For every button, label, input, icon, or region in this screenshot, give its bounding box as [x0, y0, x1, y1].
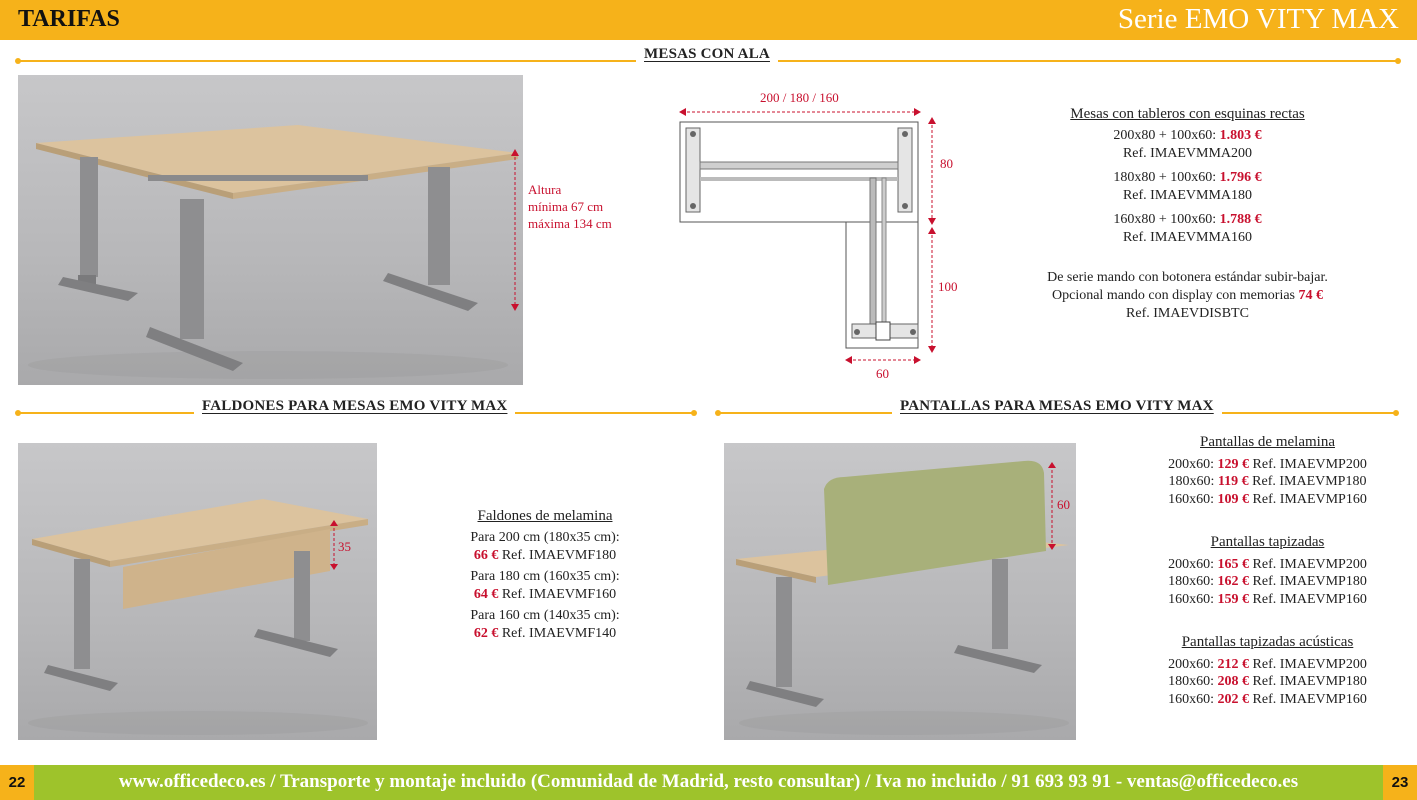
- mesas-item: [1020, 211, 1355, 229]
- faldon-item-label: Para 200 cm (180x35 cm):: [470, 530, 620, 545]
- mesas-item-price: 1.803 €: [1219, 128, 1262, 143]
- height-note-min: mínima 67 cm: [528, 199, 604, 214]
- faldon-item-ref: Ref. IMAEVMF160: [501, 587, 617, 602]
- pantalla-price: 162 €: [1217, 574, 1250, 589]
- mesas-item-ref: Ref. IMAEVMMA200: [1122, 146, 1253, 161]
- height-note-label: Altura: [528, 182, 562, 197]
- faldon-dim: 35: [338, 539, 351, 554]
- height-arrow: [509, 148, 521, 312]
- dim-top: 200 / 180 / 160: [760, 90, 839, 105]
- pantalla-ref: Ref. IMAEVMP200: [1252, 456, 1367, 472]
- pantalla-size: 160x60:: [1168, 491, 1215, 507]
- mesas-item-ref: Ref. IMAEVMMA160: [1122, 230, 1253, 245]
- pantalla-row: [1140, 456, 1395, 474]
- pantalla-size: 180x60:: [1168, 674, 1215, 689]
- mesas-price-block: [1020, 105, 1355, 323]
- faldon-item-ref: Ref. IMAEVMF140: [501, 626, 617, 641]
- mesas-note-optional-text: Opcional mando con display con memorias: [1052, 288, 1295, 303]
- pantalla-ref: Ref. IMAEVMP160: [1252, 491, 1367, 507]
- faldones-price-block: [420, 507, 670, 643]
- desk-faldon-photo: [18, 443, 377, 740]
- faldon-item-price: 66 €: [473, 548, 499, 563]
- dim-right-top: 80: [940, 156, 953, 171]
- pantalla-ref: Ref. IMAEVMP180: [1252, 674, 1367, 689]
- pantalla-ref: Ref. IMAEVMP200: [1252, 656, 1367, 672]
- mesas-note-price: 74 €: [1298, 288, 1323, 303]
- pantalla-price: 202 €: [1217, 691, 1250, 707]
- pantalla-price: 119 €: [1217, 474, 1249, 489]
- footer-contact-text[interactable]: www.officedeco.es / Transporte y montaje incluido (Comunidad de Madrid, resto consultar) / Iva no incluido / 91 693 93 91 - ventas@officedeco.es: [118, 771, 1299, 792]
- mesas-item-size: 180x80 + 100x60:: [1113, 170, 1217, 185]
- mesas-note-optional: [1020, 287, 1355, 305]
- pantalla-size: 200x60:: [1168, 656, 1215, 672]
- pantallas-group-heading: Pantallas de melamina: [1200, 434, 1335, 450]
- faldon-item-label: Para 160 cm (140x35 cm):: [470, 608, 620, 623]
- page-number-left: 22: [0, 765, 34, 800]
- height-note: [528, 181, 612, 232]
- pantalla-size: 200x60:: [1168, 556, 1215, 572]
- pantalla-ref: Ref. IMAEVMP200: [1252, 556, 1367, 572]
- section-title-faldones: FALDONES PARA MESAS EMO VITY MAX: [194, 398, 515, 415]
- section-title-pantallas: PANTALLAS PARA MESAS EMO VITY MAX: [892, 398, 1222, 415]
- pantalla-row: [1140, 473, 1395, 491]
- pantalla-row: [1140, 556, 1395, 574]
- pantalla-size: 180x60:: [1168, 474, 1215, 489]
- mesas-heading: Mesas con tableros con esquinas rectas: [1070, 106, 1305, 122]
- pantalla-price: 159 €: [1217, 591, 1250, 607]
- pantalla-ref: Ref. IMAEVMP180: [1252, 574, 1367, 589]
- faldones-heading: Faldones de melamina: [477, 508, 613, 524]
- pantalla-row: [1140, 591, 1395, 609]
- pantalla-ref: Ref. IMAEVMP160: [1252, 691, 1367, 707]
- faldon-item: [420, 547, 670, 565]
- faldon-item-label: Para 180 cm (160x35 cm):: [470, 569, 620, 584]
- pantallas-price-block: [1140, 434, 1395, 708]
- faldon-item-price: 62 €: [473, 626, 499, 641]
- dim-right-bottom: 100: [938, 279, 958, 294]
- mesas-item-size: 160x80 + 100x60:: [1113, 212, 1217, 227]
- pantalla-row: [1140, 491, 1395, 509]
- mesas-note-ref: Ref. IMAEVDISBTC: [1126, 306, 1249, 321]
- mesas-item: [1020, 127, 1355, 145]
- desk-l-photo: [18, 75, 523, 385]
- page-number-right: 23: [1383, 765, 1417, 800]
- desk-diagram: [676, 92, 966, 382]
- section-title-mesas: MESAS CON ALA: [636, 46, 778, 63]
- series-title: Serie EMO VITY MAX: [1117, 3, 1399, 35]
- pantalla-price: 212 €: [1217, 656, 1250, 672]
- pantalla-size: 200x60:: [1168, 456, 1215, 472]
- pantalla-height-arrow: [1047, 462, 1057, 550]
- pantalla-row: [1140, 573, 1395, 591]
- faldon-item-price: 64 €: [473, 587, 499, 602]
- pantalla-ref: Ref. IMAEVMP180: [1252, 474, 1367, 489]
- mesas-item: [1020, 169, 1355, 187]
- mesas-note-standard: De serie mando con botonera estándar subir-bajar.: [1047, 270, 1328, 285]
- page-title: TARIFAS: [18, 6, 120, 32]
- height-note-max: máxima 134 cm: [528, 216, 612, 231]
- pantalla-price: 109 €: [1217, 491, 1250, 507]
- faldon-item: [420, 586, 670, 604]
- faldon-item-ref: Ref. IMAEVMF180: [501, 548, 617, 563]
- pantalla-price: 165 €: [1217, 556, 1250, 572]
- desk-pantalla-photo: [724, 443, 1076, 740]
- pantalla-size: 160x60:: [1168, 591, 1215, 607]
- mesas-item-price: 1.796 €: [1219, 170, 1262, 185]
- pantalla-size: 180x60:: [1168, 574, 1215, 589]
- pantallas-group-heading: Pantallas tapizadas: [1210, 534, 1325, 550]
- faldon-item: [420, 625, 670, 643]
- dim-bottom: 60: [876, 366, 889, 381]
- pantalla-dim: 60: [1057, 497, 1070, 512]
- pantallas-group-heading: Pantallas tapizadas acústicas: [1181, 634, 1354, 650]
- pantalla-ref: Ref. IMAEVMP160: [1252, 591, 1367, 607]
- pantalla-row: [1140, 691, 1395, 709]
- mesas-item-size: 200x80 + 100x60:: [1113, 128, 1217, 143]
- pantalla-row: [1140, 673, 1395, 691]
- pantalla-size: 160x60:: [1168, 691, 1215, 707]
- mesas-item-ref: Ref. IMAEVMMA180: [1122, 188, 1253, 203]
- pantalla-price: 208 €: [1217, 674, 1250, 689]
- pantalla-price: 129 €: [1217, 456, 1250, 472]
- mesas-item-price: 1.788 €: [1219, 212, 1262, 227]
- header-bar: [0, 0, 1417, 40]
- pantalla-row: [1140, 656, 1395, 674]
- footer-bar: [0, 765, 1417, 800]
